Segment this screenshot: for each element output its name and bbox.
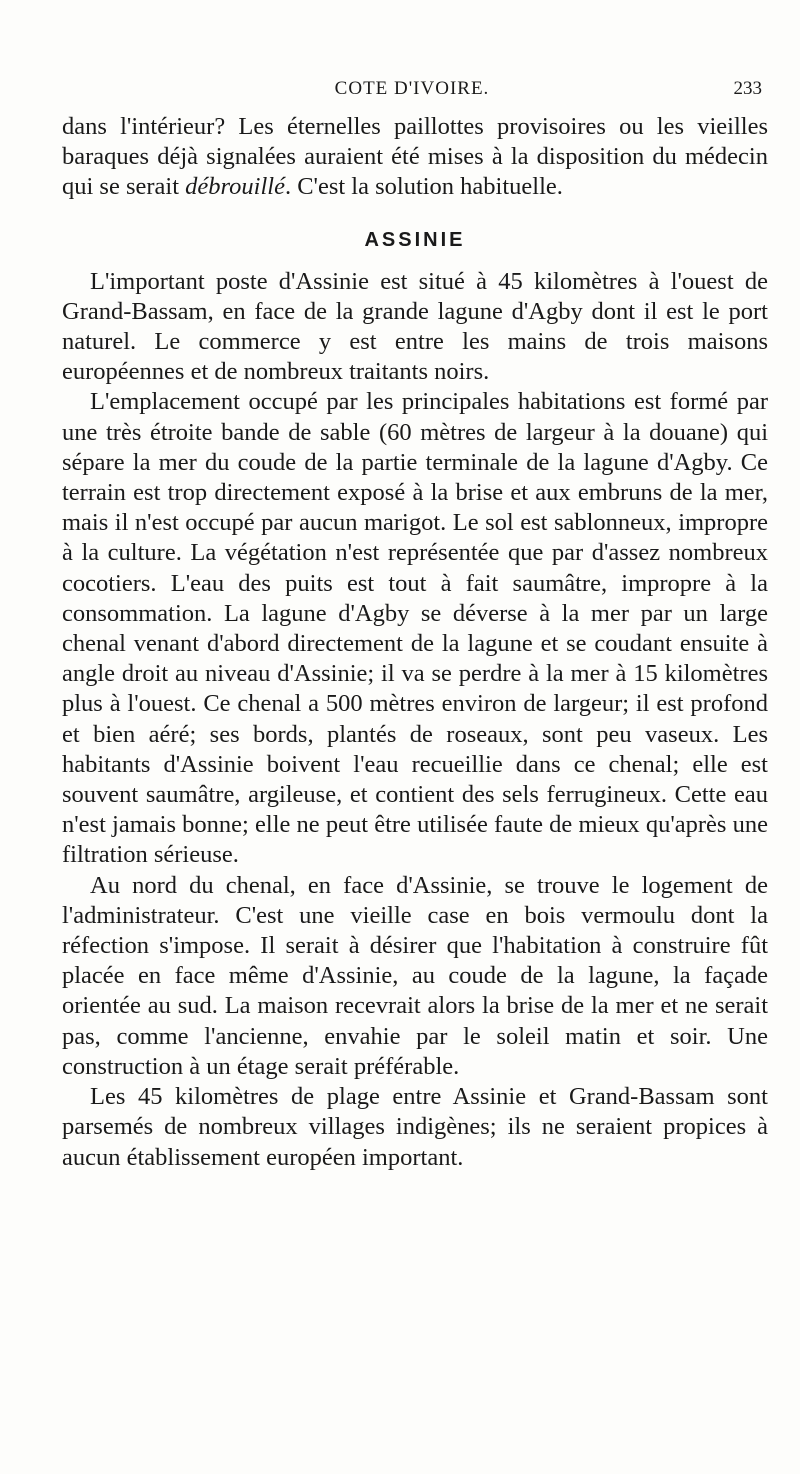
page-header [62,78,762,102]
paragraph: L'emplacement occupé par les principales habitations est formé par une très étroite bande de sable (60 mètres de largeur à la douane) qui sépare la mer du coude de la partie terminale de la lagune d'Agby. Ce terrain est trop directement exposé à la brise et aux embruns de la mer, mais il n'est occupé par aucun marigot. Le sol est sablonneux, impropre à la culture. La végétation n'est représentée que par d'assez nombreux cocotiers. L'eau des puits est tout à fait saumâtre, impropre à la consommation. La lagune d'Agby se déverse à la mer par un large chenal venant d'abord directement de la lagune et se coudant ensuite à angle droit au niveau d'Assinie; il va se perdre à la mer à 15 kilomètres plus à l'ouest. Ce chenal a 500 mètres environ de largeur; il est profond et bien aéré; ses bords, plantés de roseaux, sont peu vaseux. Les habitants d'Assinie boivent l'eau recueillie dans ce chenal; elle est souvent saumâtre, argileuse, et contient des sels ferrugineux. Cette eau n'est jamais bonne; elle ne peut être utilisée faute de mieux qu'après une filtration sérieuse. [62,388,768,869]
section-heading: ASSINIE [364,228,466,251]
paragraph: Les 45 kilomètres de plage entre Assinie et Grand-Bassam sont parsemés de nombreux villages indigènes; ils ne seraient propices à aucun établissement européen important. [62,1083,768,1171]
paragraph: Au nord du chenal, en face d'Assinie, se trouve le logement de l'administrateur. C'est une vieille case en bois vermoulu dont la réfection s'impose. Il serait à désirer que l'habitation à construire fût placée en face même d'Assinie, au coude de la lagune, la façade orientée au sud. La maison recevrait alors la brise de la mer et ne serait pas, comme l'ancienne, envahie par le soleil matin et soir. Une construction à un étage serait préférable. [62,871,768,1080]
paragraph-text: dans l'intérieur? Les éternelles paillottes provisoires ou les vieilles baraques déjà signalées auraient été mises à la disposition du médecin qui se serait [62,113,768,201]
running-title: COTE D'IVOIRE. [334,78,490,99]
paragraph: L'important poste d'Assinie est situé à 45 kilomètres à l'ouest de Grand-Bassam, en face de la grande lagune d'Agby dont il est le port naturel. Le commerce y est entre les mains de trois maisons européennes et de nombreux traitants noirs. [62,267,768,386]
page-number: 233 [733,78,762,99]
paragraph-text: . C'est la solution habituelle. [284,173,563,201]
page-body [62,112,768,1173]
paragraph-continuation [62,112,768,203]
italic-word: débrouillé [185,173,285,201]
